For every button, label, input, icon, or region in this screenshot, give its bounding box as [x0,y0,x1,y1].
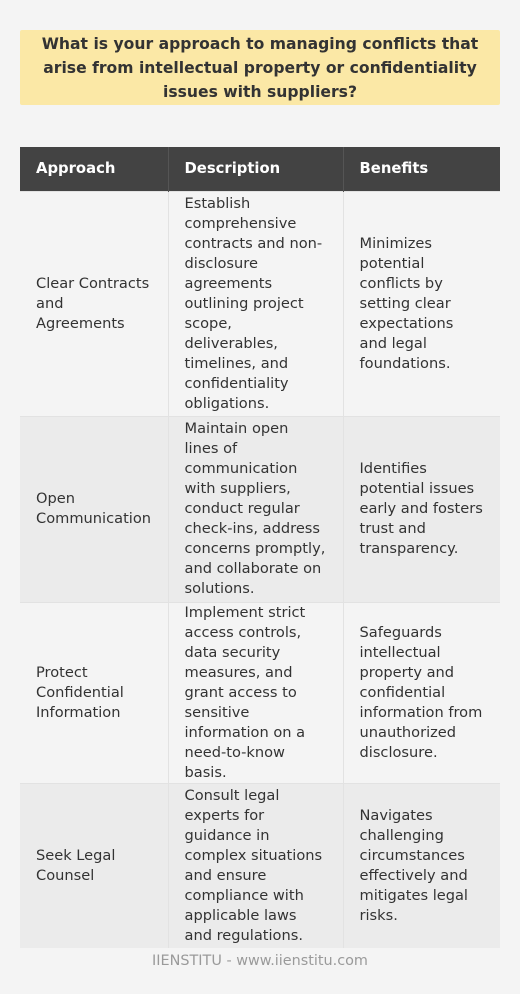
description-cell: Implement strict access controls, data security measures, and grant access to sensitive information on a need-to-know basis. [168,602,343,783]
table-header-row [20,147,500,191]
description-cell: Establish comprehensive contracts and non-disclosure agreements outlining project scope, deliverables, timelines, and confidentiality obligations. [168,191,343,416]
benefits-cell: Navigates challenging circumstances effectively and mitigates legal risks. [343,783,500,948]
table-row [20,783,500,948]
approach-cell: Seek Legal Counsel [20,783,168,948]
question-banner [20,30,500,105]
approach-cell: Protect Confidential Information [20,602,168,783]
header-approach: Approach [20,147,168,191]
approach-cell: Open Communication [20,416,168,602]
table-row [20,602,500,783]
description-cell: Consult legal experts for guidance in complex situations and ensure compliance with applicable laws and regulations. [168,783,343,948]
approach-table [20,147,500,948]
approach-cell: Clear Contracts and Agreements [20,191,168,416]
table-row [20,416,500,602]
header-benefits: Benefits [343,147,500,191]
benefits-cell: Safeguards intellectual property and confidential information from unauthorized disclosure. [343,602,500,783]
footer-credit: IIENSTITU - www.iienstitu.com [152,953,368,969]
header-description: Description [168,147,343,191]
table-row [20,191,500,416]
benefits-cell: Minimizes potential conflicts by setting clear expectations and legal foundations. [343,191,500,416]
question-text: What is your approach to managing conflicts that arise from intellectual property or confidentiality issues with suppliers? [41,34,479,101]
description-cell: Maintain open lines of communication with suppliers, conduct regular check-ins, address concerns promptly, and collaborate on solutions. [168,416,343,602]
benefits-cell: Identifies potential issues early and fosters trust and transparency. [343,416,500,602]
